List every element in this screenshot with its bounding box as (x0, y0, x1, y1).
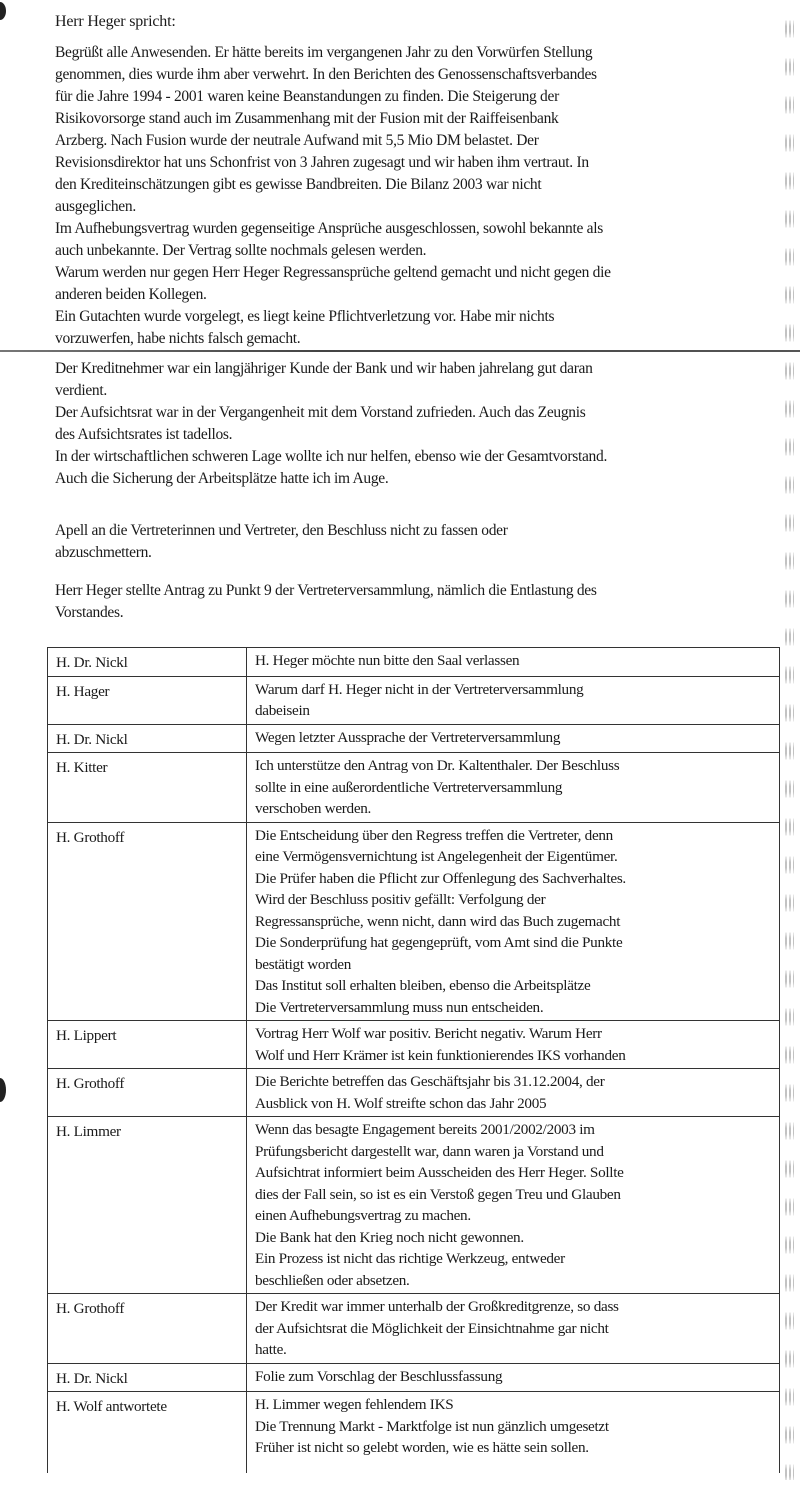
text-line: Die Prüfer haben die Pflicht zur Offenlegung des Sachverhaltes. (255, 869, 626, 887)
discussion-table (47, 647, 780, 1473)
text-line: abzuschmettern. (55, 544, 152, 561)
text-line: eine Vermögensvernichtung ist Angelegenheit der Eigentümer. (255, 848, 618, 865)
appeal-paragraph (55, 520, 775, 564)
text-line: des Aufsichtsrates ist tadellos. (55, 426, 233, 443)
text-line: anderen beiden Kollegen. (55, 286, 207, 303)
speaker-cell: H. Dr. Nickl (48, 648, 247, 677)
table-row (48, 1069, 780, 1117)
statement-cell (247, 1392, 780, 1473)
statement-cell (247, 1021, 780, 1069)
table-row (48, 1392, 780, 1473)
statement-cell (247, 1363, 780, 1392)
text-line: bestätigt worden (255, 955, 352, 973)
text-line: Ein Prozess ist nicht das richtige Werkzeug, entweder (255, 1250, 565, 1267)
text-line: dabeisein (255, 702, 310, 719)
speaker-cell: H. Kitter (48, 753, 247, 823)
speaker-cell: H. Lippert (48, 1021, 247, 1069)
table-row (48, 1363, 780, 1392)
text-line: für die Jahre 1994 - 2001 waren keine Beanstandungen zu finden. Die Steigerung der (55, 88, 559, 105)
text-line: Früher ist nicht so gelebt worden, wie es hätte sein sollen. (255, 1439, 589, 1456)
speaker-cell: H. Dr. Nickl (48, 1363, 247, 1392)
text-line: Ein Gutachten wurde vorgelegt, es liegt keine Pflichtverletzung vor. Habe mir nichts (55, 308, 555, 325)
text-line: Vorstandes. (55, 604, 124, 621)
text-line: Warum darf H. Heger nicht in der Vertreterversammlung (255, 680, 584, 698)
statement-cell (247, 1294, 780, 1364)
text-line: Die Sonderprüfung hat gegengeprüft, vom Amt sind die Punkte (255, 934, 623, 951)
text-line: Der Aufsichtsrat war in der Vergangenheit mit dem Vorstand zufrieden. Auch das Zeugnis (55, 404, 586, 421)
table-row (48, 1294, 780, 1364)
text-line: Herr Heger stellte Antrag zu Punkt 9 der Vertreterversammlung, nämlich die Entlastung des (55, 582, 597, 599)
text-line: beschließen oder absetzen. (255, 1271, 410, 1289)
text-line: den Krediteinschätzungen gibt es gewisse Bandbreiten. Die Bilanz 2003 war nicht (55, 176, 542, 193)
text-line: Regressansprüche, wenn nicht, dann wird das Buch zugemacht (255, 912, 621, 930)
statement-cell (247, 822, 780, 1021)
text-line: Die Vertreterversammlung muss nun entscheiden. (255, 998, 544, 1016)
text-line: Revisionsdirektor hat uns Schonfrist von 3 Jahren zugesagt und wir haben ihm vertraut. In (55, 154, 589, 171)
punch-hole-mark (0, 2, 6, 20)
text-line: sollte in eine außerordentliche Vertreterversammlung (255, 778, 563, 796)
table-row (48, 676, 780, 724)
text-line: Aufsichtrat informiert beim Ausscheiden des Herr Heger. Sollte (255, 1164, 624, 1181)
text-line: Die Trennung Markt - Marktfolge ist nun gänzlich umgesetzt (255, 1417, 609, 1435)
text-line: In der wirtschaftlichen schweren Lage wollte ich nur helfen, ebenso wie der Gesamtvorstand. (55, 448, 608, 465)
punch-hole-mark (0, 1078, 6, 1102)
text-line: H. Limmer wegen fehlendem IKS (255, 1396, 454, 1413)
text-line: Wegen letzter Aussprache der Vertreterversammlung (255, 728, 561, 746)
text-line: dies der Fall sein, so ist es ein Verstoß gegen Treu und Glauben (255, 1185, 621, 1203)
text-line: Wenn das besagte Engagement bereits 2001/2002/2003 im (255, 1121, 595, 1138)
text-line: auch unbekannte. Der Vertrag sollte nochmals gelesen werden. (55, 242, 427, 259)
section-heading: Herr Heger spricht: (55, 13, 176, 30)
speaker-cell: H. Grothoff (48, 1294, 247, 1364)
table-row (48, 822, 780, 1021)
text-line: Ausblick von H. Wolf streifte schon das Jahr 2005 (255, 1094, 547, 1112)
statement-cell (247, 1069, 780, 1117)
table-row (48, 648, 780, 677)
statement-cell (247, 724, 780, 753)
text-line: Wird der Beschluss positiv gefällt: Verfolgung der (255, 891, 546, 908)
text-line: Die Bank hat den Krieg noch nicht gewonnen. (255, 1228, 524, 1246)
text-line: Auch die Sicherung der Arbeitsplätze hatte ich im Auge. (55, 470, 389, 487)
text-line: hatte. (255, 1341, 287, 1358)
text-line: Das Institut soll erhalten bleiben, ebenso die Arbeitsplätze (255, 977, 591, 994)
motion-paragraph (55, 580, 775, 624)
text-line: Der Kreditnehmer war ein langjähriger Kunde der Bank und wir haben jahrelang gut daran (55, 360, 593, 377)
text-line: ausgeglichen. (55, 198, 136, 215)
speaker-cell: H. Hager (48, 676, 247, 724)
table-row (48, 1117, 780, 1294)
text-line: Apell an die Vertreterinnen und Vertreter, den Beschluss nicht zu fassen oder (55, 522, 508, 539)
scan-margin-noise (784, 10, 794, 1480)
statement-paragraph-1 (55, 42, 775, 350)
table-row (48, 753, 780, 823)
statement-cell (247, 676, 780, 724)
text-line: Risikovorsorge stand auch im Zusammenhang mit der Fusion mit der Raiffeisenbank (55, 110, 559, 127)
text-line: H. Heger möchte nun bitte den Saal verlassen (255, 652, 520, 669)
text-line: Ich unterstütze den Antrag von Dr. Kaltenthaler. Der Beschluss (255, 757, 620, 774)
statement-paragraph-2 (55, 358, 775, 490)
text-line: Der Kredit war immer unterhalb der Großkreditgrenze, so dass (255, 1298, 619, 1315)
speaker-cell: H. Wolf antwortete (48, 1392, 247, 1473)
text-line: Arzberg. Nach Fusion wurde der neutrale Aufwand mit 5,5 Mio DM belastet. Der (55, 132, 539, 149)
statement-cell (247, 753, 780, 823)
text-line: verschoben werden. (255, 800, 372, 817)
text-line: vorzuwerfen, habe nichts falsch gemacht. (55, 330, 301, 347)
text-line: Die Berichte betreffen das Geschäftsjahr bis 31.12.2004, der (255, 1073, 605, 1090)
text-line: genommen, dies wurde ihm aber verwehrt. In den Berichten des Genossenschaftsverbandes (55, 66, 597, 83)
text-line: Vortrag Herr Wolf war positiv. Bericht negativ. Warum Herr (255, 1025, 602, 1042)
text-line: verdient. (55, 382, 107, 399)
table-row (48, 1021, 780, 1069)
text-line: Folie zum Vorschlag der Beschlussfassung (255, 1367, 503, 1385)
table-row (48, 724, 780, 753)
speaker-cell: H. Grothoff (48, 1069, 247, 1117)
text-line: Die Entscheidung über den Regress treffen die Vertreter, denn (255, 826, 613, 844)
page-splice-line (0, 350, 800, 352)
text-line: Im Aufhebungsvertrag wurden gegenseitige Ansprüche ausgeschlossen, sowohl bekannte als (55, 220, 603, 237)
speaker-cell: H. Limmer (48, 1117, 247, 1294)
speaker-cell: H. Dr. Nickl (48, 724, 247, 753)
text-line: Warum werden nur gegen Herr Heger Regressansprüche geltend gemacht und nicht gegen die (55, 264, 611, 281)
statement-cell (247, 1117, 780, 1294)
text-line: Wolf und Herr Krämer ist kein funktionierendes IKS vorhanden (255, 1046, 626, 1064)
text-line: Prüfungsbericht dargestellt war, dann waren ja Vorstand und (255, 1142, 604, 1160)
text-line: Begrüßt alle Anwesenden. Er hätte bereits im vergangenen Jahr zu den Vorwürfen Stellung (55, 44, 593, 61)
text-line: einen Aufhebungsvertrag zu machen. (255, 1207, 471, 1224)
statement-cell (247, 648, 780, 677)
text-line: der Aufsichtsrat die Möglichkeit der Einsichtnahme gar nicht (255, 1319, 609, 1337)
speaker-cell: H. Grothoff (48, 822, 247, 1021)
